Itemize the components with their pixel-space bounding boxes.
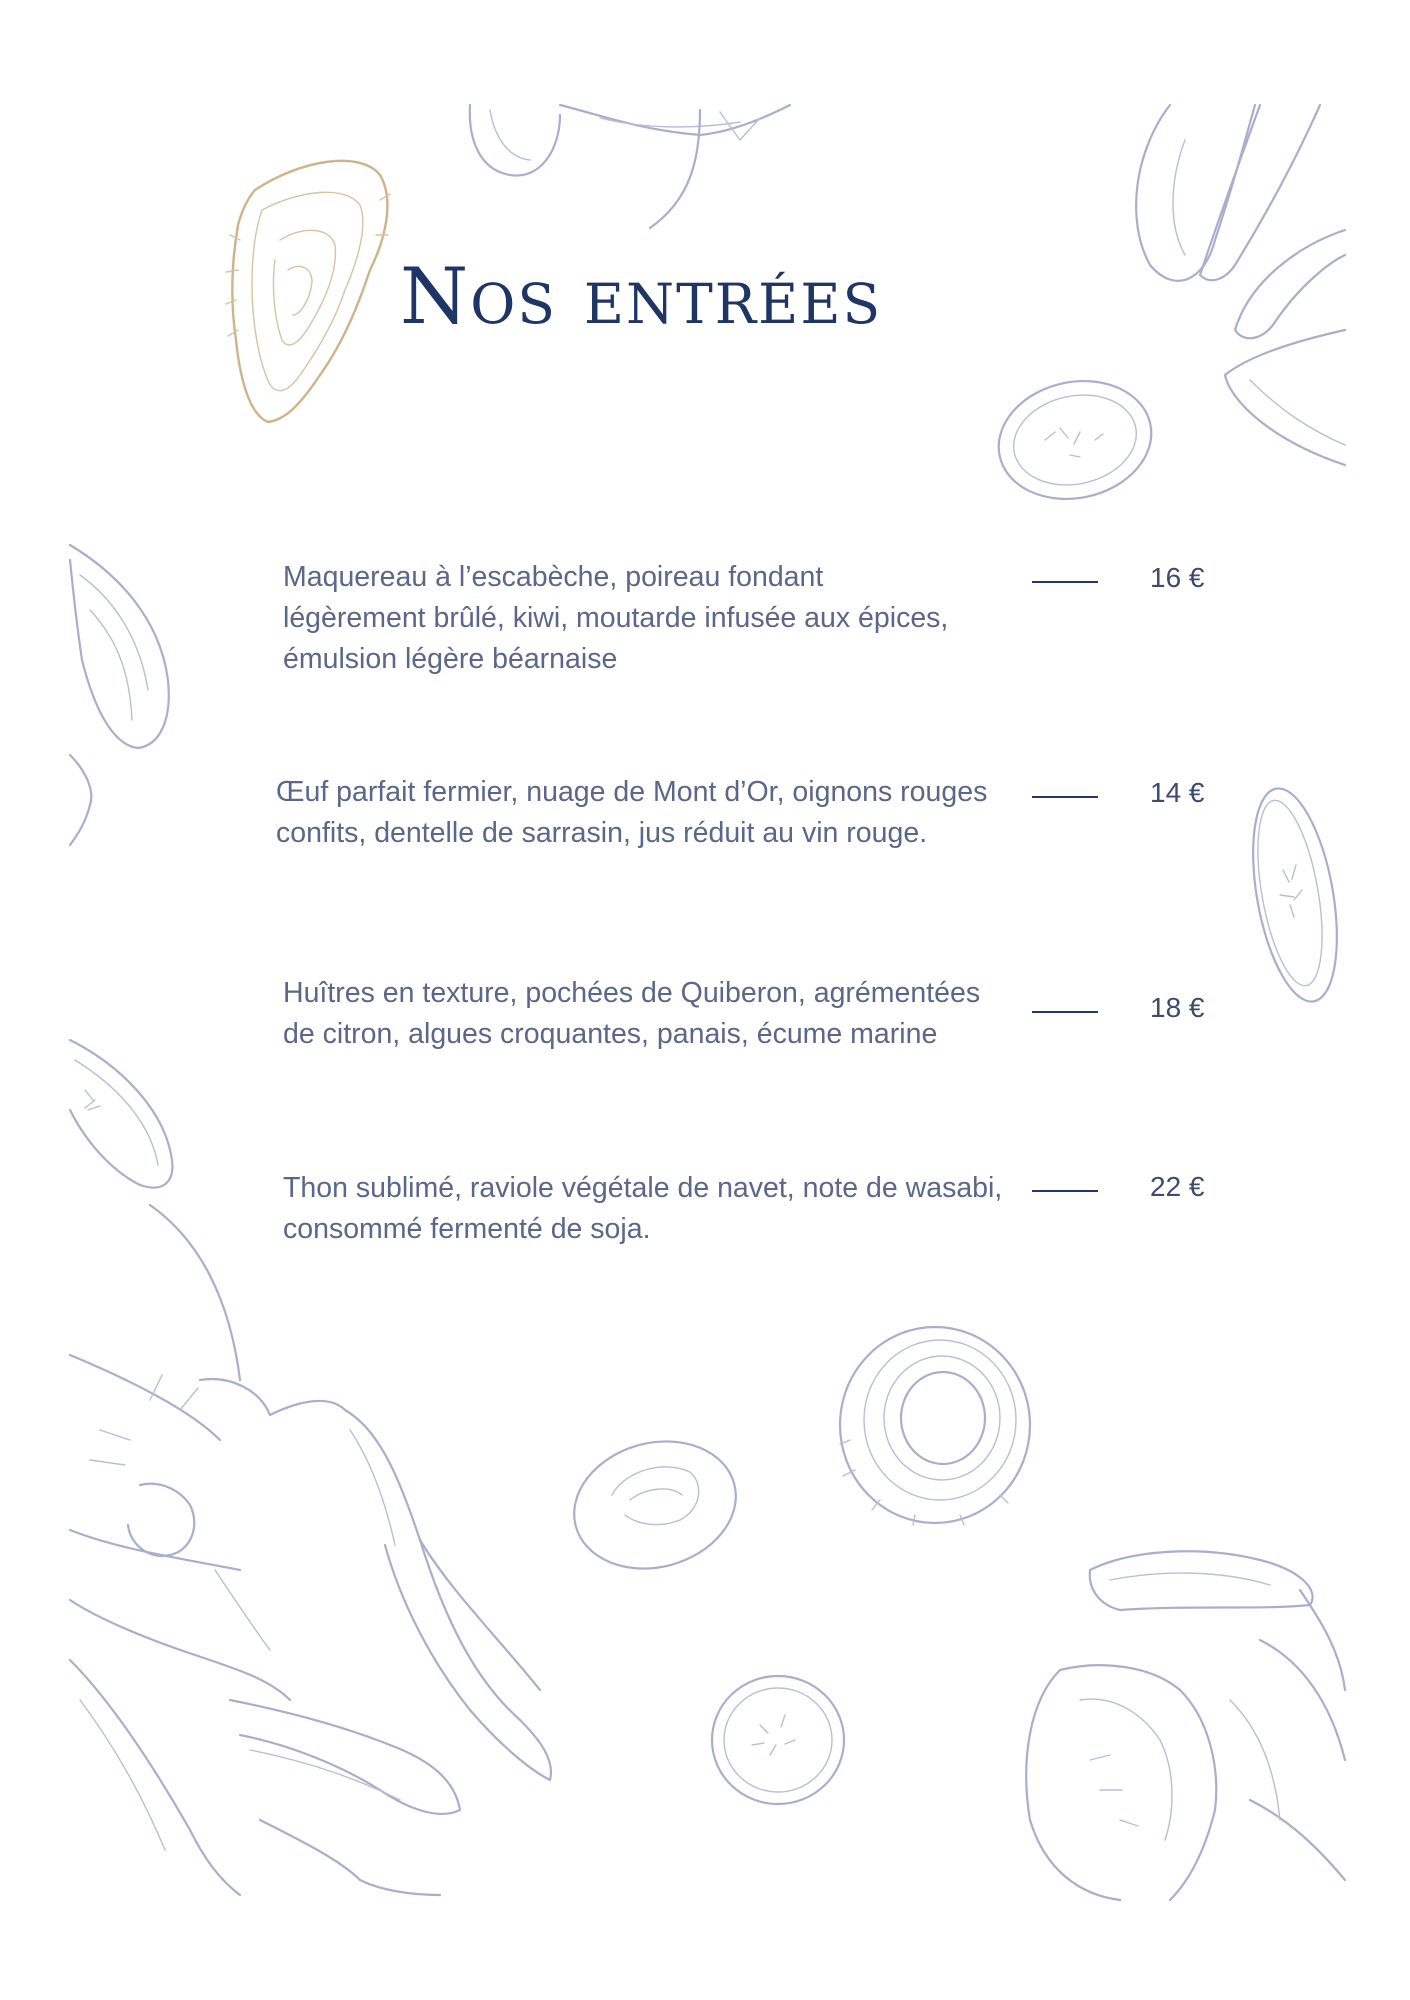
cucumber-slice-bottom-illustration xyxy=(712,1676,844,1804)
menu-item-separator xyxy=(1032,581,1098,583)
cucumber-slice-left-illustration xyxy=(70,1040,172,1188)
menu-item-description: Maquereau à l’escabèche, poireau fondant légèrement brûlé, kiwi, moutarde infusée aux épices, émulsion légère béarnaise xyxy=(283,561,949,675)
tomato-slice-illustration xyxy=(560,1424,751,1586)
cucumber-slice-right-illustration xyxy=(1239,782,1351,1008)
onion-slice-illustration xyxy=(840,1327,1030,1525)
menu-item-description: Huîtres en texture, pochées de Quiberon, agrémentées de citron, algues croquantes, panais, écume marine xyxy=(283,977,981,1050)
menu-item-description: Thon sublimé, raviole végétale de navet, note de wasabi, consommé fermenté de soja. xyxy=(283,1172,1003,1245)
cucumber-slice-top-illustration xyxy=(988,367,1163,512)
page-title: Nos entrées xyxy=(400,252,883,342)
mussel-left-illustration xyxy=(70,545,169,845)
menu-item-price: 16 € xyxy=(1150,562,1205,593)
menu-item-description: Œuf parfait fermier, nuage de Mont d’Or, oignons rouges confits, dentelle de sarrasin, jus réduit au vin rouge. xyxy=(276,776,988,849)
menu-item-price: 14 € xyxy=(1150,777,1205,808)
menu-item-separator xyxy=(1032,1190,1098,1192)
lobster-top-illustration xyxy=(470,105,790,228)
menu-item-price: 22 € xyxy=(1150,1171,1205,1202)
menu-item-price: 18 € xyxy=(1150,992,1205,1023)
lobster-illustration xyxy=(70,1205,551,1895)
mussel-top-right-illustration xyxy=(1136,105,1345,465)
oyster-illustration xyxy=(226,161,390,422)
menu-item-separator xyxy=(1032,1011,1098,1013)
menu-item-separator xyxy=(1032,796,1098,798)
crab-claw-illustration xyxy=(1026,1551,1345,1900)
